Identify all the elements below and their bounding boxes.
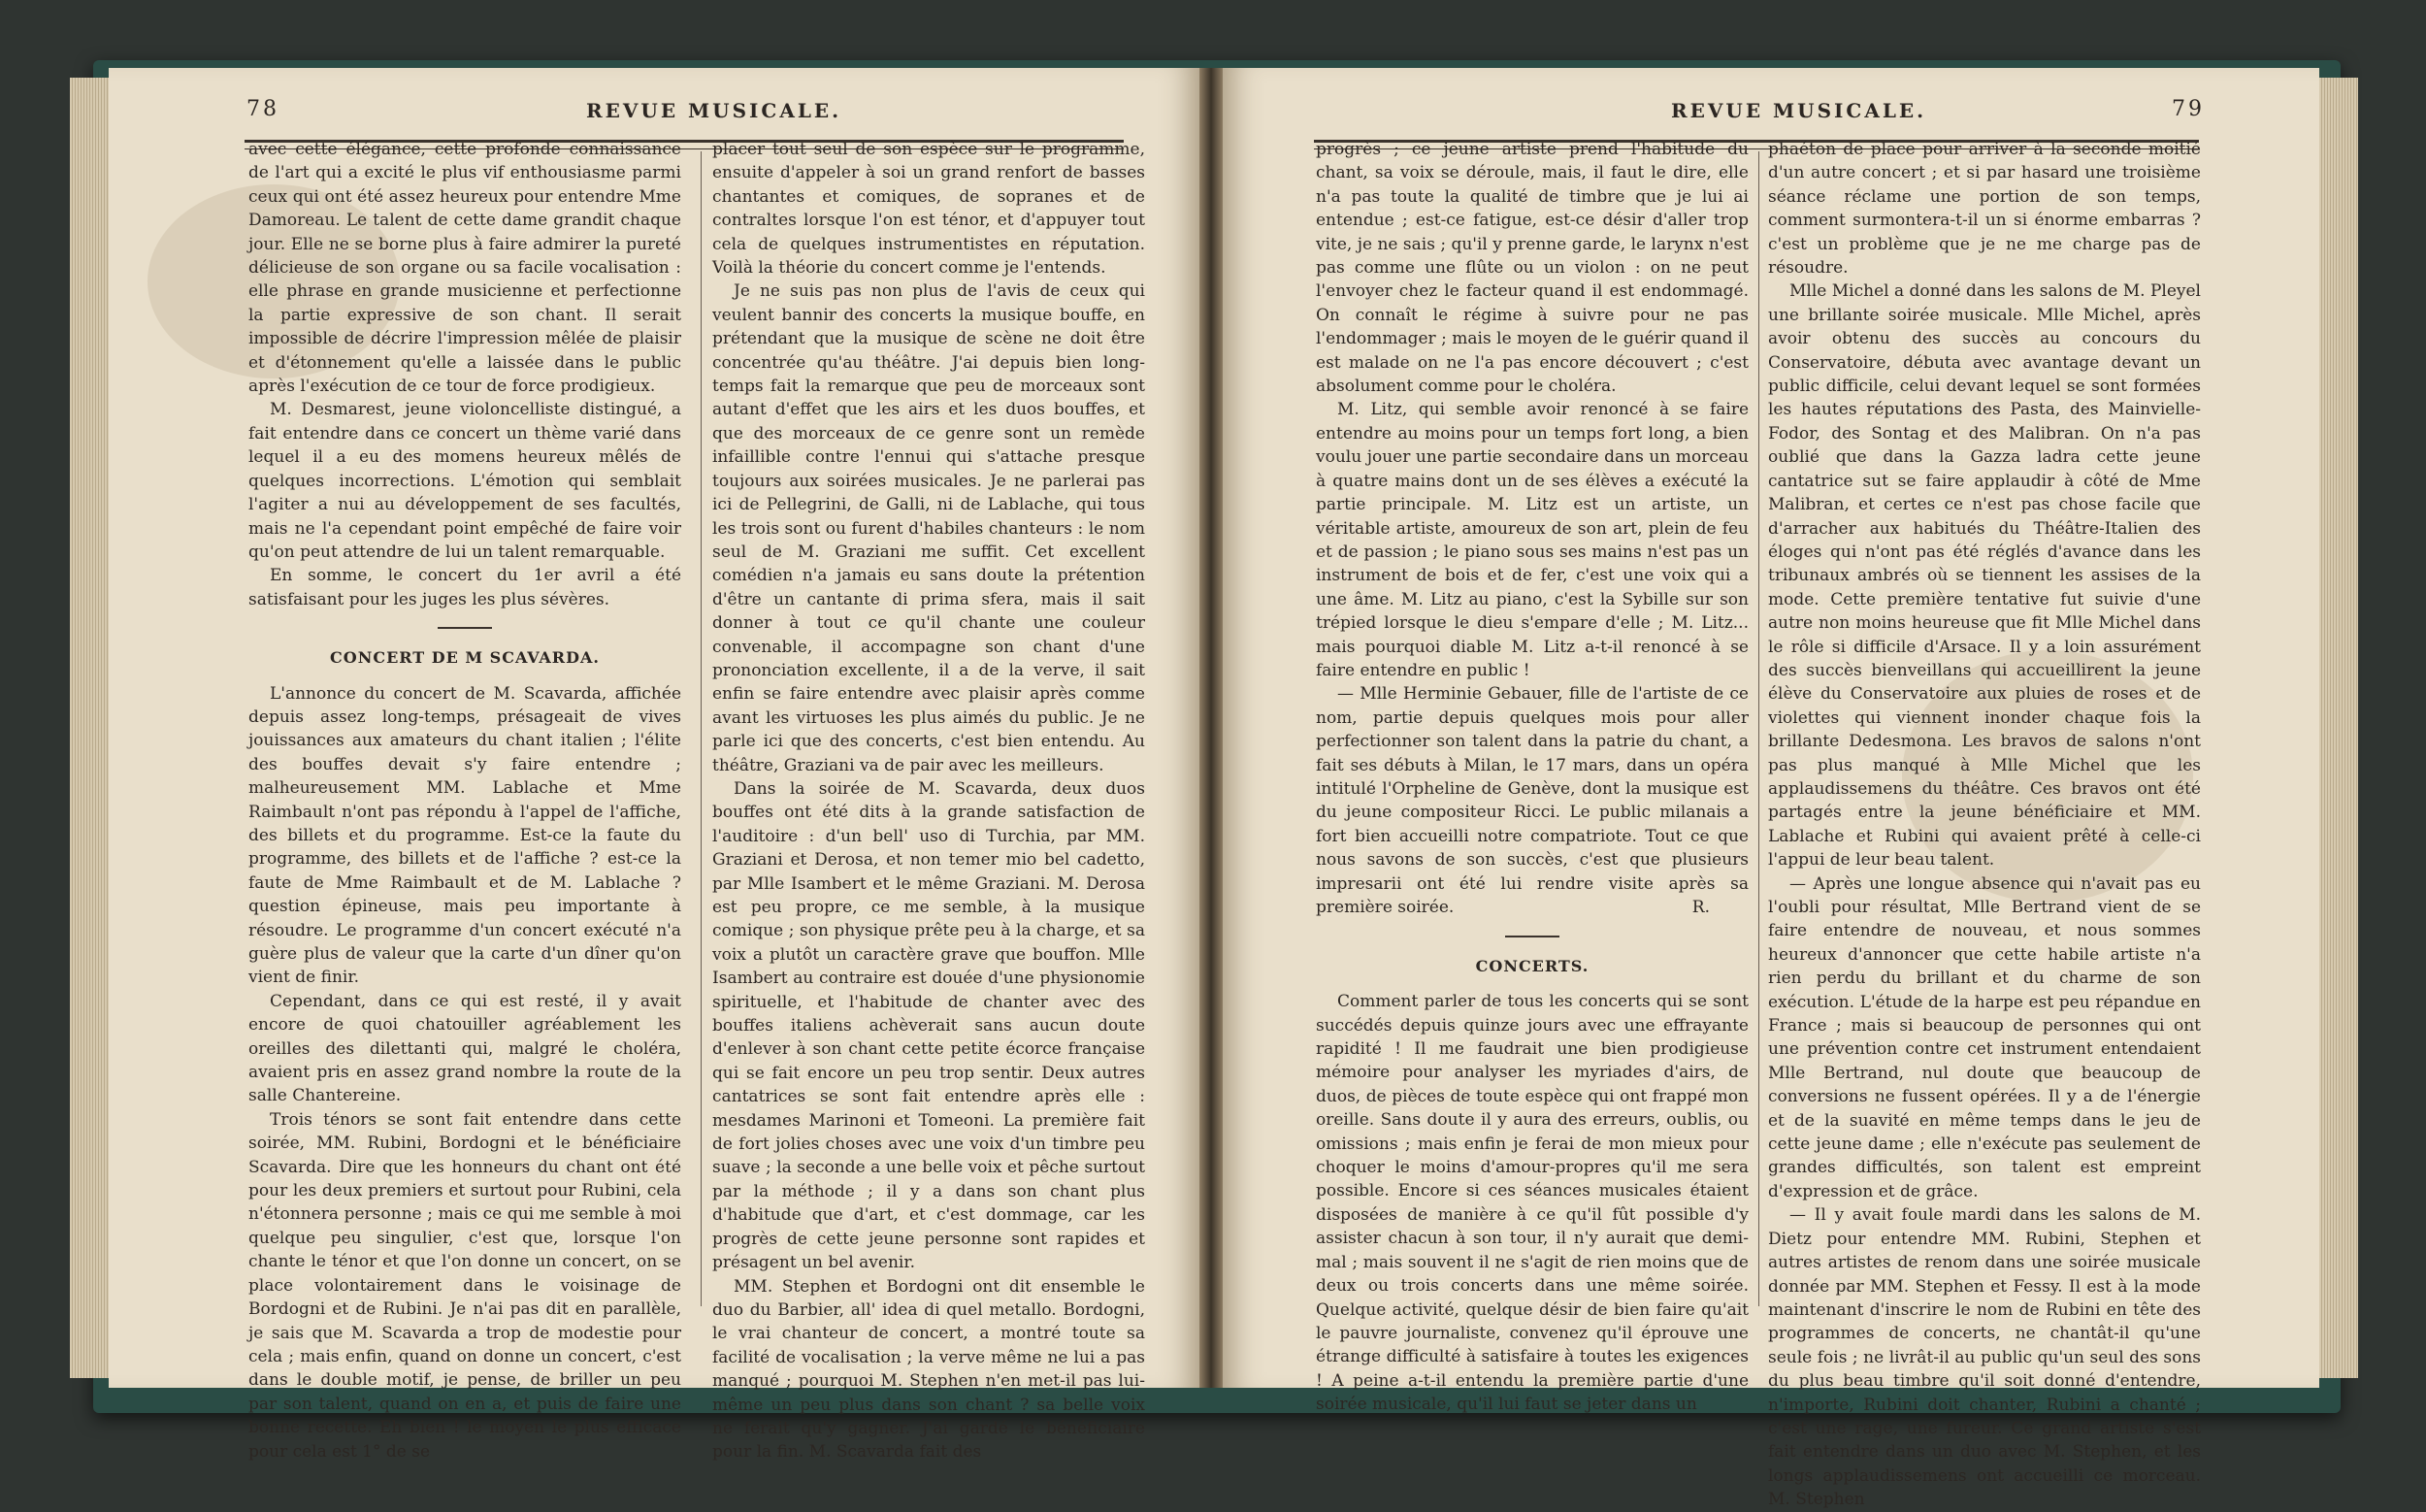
section-separator	[1505, 936, 1559, 937]
paragraph: M. Desmarest, jeune violoncelliste distingué, a fait entendre dans ce concert un thème varié dans lequel il a eu des momens heureux mêlés de quelques incorrections. L'émotion qui semblait l'agiter a nui au développement de ses facultés, mais ne l'a cependant point empêché de faire voir qu'on peut attendre de lui un talent remarquable.	[248, 400, 681, 562]
section-title: CONCERTS.	[1475, 956, 1590, 975]
paragraph: Dans la soirée de M. Scavarda, deux duos bouffes ont été dits à la grande satisfaction de l'auditoire : d'un bell' uso di Turchia, par MM. Graziani et Derosa, et non temer mio bel cadetto, par Mlle Isambert et le même Graziani. M. Derosa est peu propre, ce me semble, à la musique comique ; son physique prête peu à la charge, et sa voix a plutôt un caractère grave que bouffon. Mlle Isambert au contraire est douée d'une physionomie spirituelle, et l'habitude de chanter avec des bouffes italiens achèverait sans aucun doute d'enlever à son chant cette petite écorce française qui se fait encore un peu trop sentir. Deux autres cantatrices se sont fait entendre après elle : mesdames Marinoni et Tomeoni. La première fait de fort jolies choses avec une voix d'un timbre peu suave ; la seconde a une belle voix et pêche surtout par la méthode ; il y a dans son chant plus d'habitude que d'art, et c'est dommage, car les progrès de cette jeune personne sont rapides et présagent un bel avenir.	[712, 778, 1145, 1273]
right-page-column-2	[1768, 138, 2201, 1512]
paragraph: — Mlle Herminie Gebauer, fille de l'artiste de ce nom, partie depuis quelques mois pour aller perfectionner son talent dans la patrie du chant, a fait ses débuts à Milan, le 17 mars, dans un opéra intitulé l'Orpheline de Genève, dont la musique est du jeune compositeur Ricci. Le public milanais a fort bien accueilli notre compatriote. Tout ce que nous savons de son succès, c'est que plusieurs impresarii ont été lui rendre visite après sa première soirée.	[1316, 684, 1749, 917]
paragraph: MM. Stephen et Bordogni ont dit ensemble le duo du Barbier, all' idea di quel metallo. Bordogni, le vrai chanteur de concert, a montré toute sa facilité de vocalisation ; la verve même ne lui a pas manqué ; pourquoi M. Stephen n'en met-il pas lui-même un peu plus dans son chant ? sa belle voix ne ferait qu'y gagner. J'ai gardé le bénéficiaire pour la fin. M. Scavarda fait des	[712, 1276, 1145, 1463]
section-separator	[438, 627, 492, 629]
paragraph: Cependant, dans ce qui est resté, il y avait encore de quoi chatouiller agréablement les oreilles des dilettanti qui, malgré le choléra, avaient pris en assez grand nombre la route de la salle Chantereine.	[248, 991, 681, 1106]
left-page-column-2	[712, 138, 1145, 1464]
right-page	[1223, 68, 2319, 1510]
paragraph: — Il y avait foule mardi dans les salons de M. Dietz pour entendre MM. Rubini, Stephen et autres artistes de renom dans une soirée musicale donnée par MM. Stephen et Fessy. Il est à la mode maintenant d'inscrire le nom de Rubini en tête des programmes de concerts, ne chantât-il qu'une seule fois ; ne livrât-il au public qu'un seul des sons du plus beau timbre qu'il soit donné d'entendre, n'importe, Rubini doit chanter, Rubini a chanté ; c'est une rage, une fureur. Ce grand artiste s'est fait entendre dans un duo avec M. Stephen, et les longs applaudissemens ont accueilli ce morceau. M. Stephen	[1768, 1205, 2201, 1510]
column-divider	[1758, 151, 1759, 1306]
paragraph: L'annonce du concert de M. Scavarda, affichée depuis assez long-temps, présageait de vives jouissances aux amateurs du chant italien ; l'élite des bouffes devait s'y faire entendre ; malheureusement MM. Lablache et Mme Raimbault n'ont pas répondu à l'appel de l'affiche, des billets et du programme. Est-ce la faute du programme, des billets et de l'affiche ? est-ce la faute de Mme Raimbault et de M. Lablache ? question épineuse, mais peu importante à résoudre. Le programme d'un concert exécuté n'a guère plus de valeur que la carte d'un dîner qu'on vient de finir.	[248, 683, 681, 988]
page-number: 79	[2172, 97, 2205, 121]
left-page-header	[109, 97, 1199, 136]
signature: R.	[1691, 898, 1710, 918]
book-gutter	[1199, 68, 1223, 1388]
paragraph: En somme, le concert du 1er avril a été satisfaisant pour les juges les plus sévères.	[248, 566, 681, 609]
paragraph: placer tout seul de son espèce sur le programme, ensuite d'appeler à soi un grand renfort de basses chantantes et comiques, de sopranes et de contraltes lorsque l'on est ténor, et d'appuyer tout cela de quelques instrumentistes en réputation. Voilà la théorie du concert comme je l'entends.	[712, 140, 1145, 279]
paragraph: Je ne suis pas non plus de l'avis de ceux qui veulent bannir des concerts la musique bouffe, en prétendant que la musique de scène ne doit être concentrée qu'au théâtre. J'ai depuis bien long-temps fait la remarque que peu de morceaux sont autant d'effet que les airs et les duos bouffes, et que des morceaux de ce genre sont un remède infaillible contre l'ennui qui s'attache presque toujours aux soirées musicales. Je ne parlerai pas ici de Pellegrini, de Galli, ni de Lablache, qui tous les trois sont ou furent d'habiles chanteurs : le nom seul de M. Graziani me suffit. Cet excellent comédien n'a jamais eu sans doute la prétention d'être un cantante di prima sfera, mais il sait donner à tout ce qu'il chante une couleur convenable, il accompagne son chant d'une prononciation excellente, il a de la verve, il sait enfin se faire entendre avec plaisir après comme avant les virtuoses les plus aimés du public. Je ne parle ici que des concerts, c'est bien entendu. Au théâtre, Graziani va de pair avec les meilleurs.	[712, 281, 1145, 775]
paragraph: — Après une longue absence qui n'avait pas eu l'oubli pour résultat, Mlle Bertrand vient de se faire entendre de nouveau, et nous sommes heureux d'annoncer que cette habile artiste n'a rien perdu du brillant et du charme de son exécution. L'étude de la harpe est peu répandue en France ; mais si beaucoup de personnes qui ont une prévention contre cet instrument entendaient Mlle Bertrand, nul doute que beaucoup de conversions ne fussent opérées. Il y a de l'énergie et de la suavité en même temps dans le jeu de cette jeune dame ; elle n'exécute pas seulement de grandes difficultés, son talent est empreint d'expression et de grâce.	[1768, 873, 2201, 1201]
right-page-column-1	[1316, 138, 1749, 1417]
paragraph: Comment parler de tous les concerts qui se sont succédés depuis quinze jours avec une effrayante rapidité ! Il me faudrait une bien prodigieuse mémoire pour analyser les myriades d'airs, de duos, de pièces de toute espèce qui ont frappé mon oreille. Sans doute il y aura des erreurs, oublis, ou omissions ; mais enfin je ferai de mon mieux pour choquer le moins d'amour-propres qu'il me sera possible. Encore si ces séances musicales étaient disposées de manière à ce qu'il fût possible d'y assister chacun à son tour, il n'y aurait que demi-mal ; mais souvent il ne s'agit de rien moins que de deux ou trois concerts dans une même soirée. Quelque activité, quelque désir de bien faire qu'ait le pauvre journaliste, convenez qu'il éprouve une étrange difficulté à satisfaire à toutes les exigences ! A peine a-t-il entendu la première partie d'une soirée musicale, qu'il lui faut se jeter dans un	[1316, 992, 1749, 1415]
section-title: CONCERT DE M SCAVARDA.	[330, 648, 600, 668]
paragraph: Trois ténors se sont fait entendre dans cette soirée, MM. Rubini, Bordogni et le bénéficiaire Scavarda. Dire que les honneurs du chant ont été pour les deux premiers et surtout pour Rubini, cela n'étonnera personne ; mais ce qui me semble à moi quelque peu singulier, c'est que, lorsque l'on chante le ténor et que l'on donne un concert, on se place volontairement dans le voisinage de Bordogni et de Rubini. Je n'ai pas dit en parallèle, je sais que M. Scavarda a trop de modestie pour cela ; mais enfin, quand on donne un concert, c'est dans le double motif, je pense, de briller un peu par son talent, quand on en a, et puis de faire une bonne recette. Eh bien ! le moyen le plus efficace pour cela est 1° de se	[248, 1109, 681, 1462]
page-number: 78	[246, 97, 279, 121]
running-title: REVUE MUSICALE.	[586, 99, 842, 122]
paragraph: avec cette élégance, cette profonde connaissance de l'art qui a excité le plus vif enthousiasme parmi ceux qui ont été assez heureux pour entendre Mme Damoreau. Le talent de cette dame grandit chaque jour. Elle ne se borne plus à faire admirer la pureté délicieuse de son organe ou sa facile vocalisation : elle phrase en grande musicienne et perfectionne la partie expressive de son chant. Il serait impossible de décrire l'impression mêlée de plaisir et d'étonnement qu'elle a laissée dans le public après l'exécution de ce tour de force prodigieux.	[248, 140, 681, 397]
left-page	[109, 68, 1199, 1463]
left-page-column-1	[248, 138, 681, 1463]
paragraph: M. Litz, qui semble avoir renoncé à se faire entendre au moins pour un temps fort long, a bien voulu jouer une partie secondaire dans un morceau à quatre mains dont un de ses élèves a exécuté la partie principale. M. Litz est un artiste, un véritable artiste, amoureux de son art, plein de feu et de passion ; le piano sous ses mains n'est pas un instrument de bois et de fer, c'est une voix qui a une âme. M. Litz au piano, c'est la Sybille sur son trépied lorsque le dieu s'empare d'elle ; M. Litz... mais pourquoi diable M. Litz a-t-il renoncé à se faire entendre en public !	[1316, 400, 1749, 680]
paragraph: progrès ; ce jeune artiste prend l'habitude du chant, sa voix se déroule, mais, il faut le dire, elle n'a pas toute la qualité de timbre que je lui ai entendue ; est-ce fatigue, est-ce désir d'aller trop vite, je ne sais ; qu'il y prenne garde, le larynx n'est pas comme une flûte ou un violon : on ne peut l'envoyer chez le facteur quand il est endommagé. On connaît le régime à suivre pour ne pas l'endommager ; mais le moyen de le guérir quand il est malade on ne l'a pas encore découvert ; c'est absolument comme pour le choléra.	[1316, 140, 1749, 397]
left-page-edges	[70, 78, 109, 1378]
paragraph: phaéton de place pour arriver à la seconde moitié d'un autre concert ; et si par hasard une troisième séance réclame une portion de son temps, comment surmontera-t-il un si énorme embarras ? c'est un problème que je ne me charge pas de résoudre.	[1768, 140, 2201, 279]
right-page-header	[1223, 97, 2319, 136]
column-divider	[701, 151, 702, 1306]
paragraph: Mlle Michel a donné dans les salons de M. Pleyel une brillante soirée musicale. Mlle Michel, après avoir obtenu des succès au concours du Conservatoire, débuta avec avantage devant un public difficile, celui devant lequel se sont formées les hautes réputations des Pasta, des Mainvielle-Fodor, des Sontag et des Malibran. On n'a pas oublié que dans la Gazza ladra cette jeune cantatrice sut se faire applaudir à côté de Mme Malibran, et certes ce n'est pas chose facile que d'arracher aux habitués du Théâtre-Italien des éloges qui n'ont pas été réglés d'avance dans les tribunaux ambrés où se tiennent les assises de la mode. Cette première tentative fut suivie d'une autre non moins heureuse que fit Mlle Michel dans le rôle si difficile d'Arsace. Il y a loin assurément des succès bienveillans qui accueillirent la jeune élève du Conservatoire aux pluies de roses et de violettes qui viennent inonder chaque fois la brillante Dedesmona. Les bravos de salons n'ont pas plus manqué à Mlle Michel que les applaudissemens du théâtre. Ces bravos ont été partagés entre la jeune bénéficiaire et MM. Lablache et Rubini qui avaient prêté à celle-ci l'appui de leur beau talent.	[1768, 281, 2201, 871]
running-title: REVUE MUSICALE.	[1671, 99, 1927, 122]
right-page-edges	[2319, 78, 2358, 1378]
